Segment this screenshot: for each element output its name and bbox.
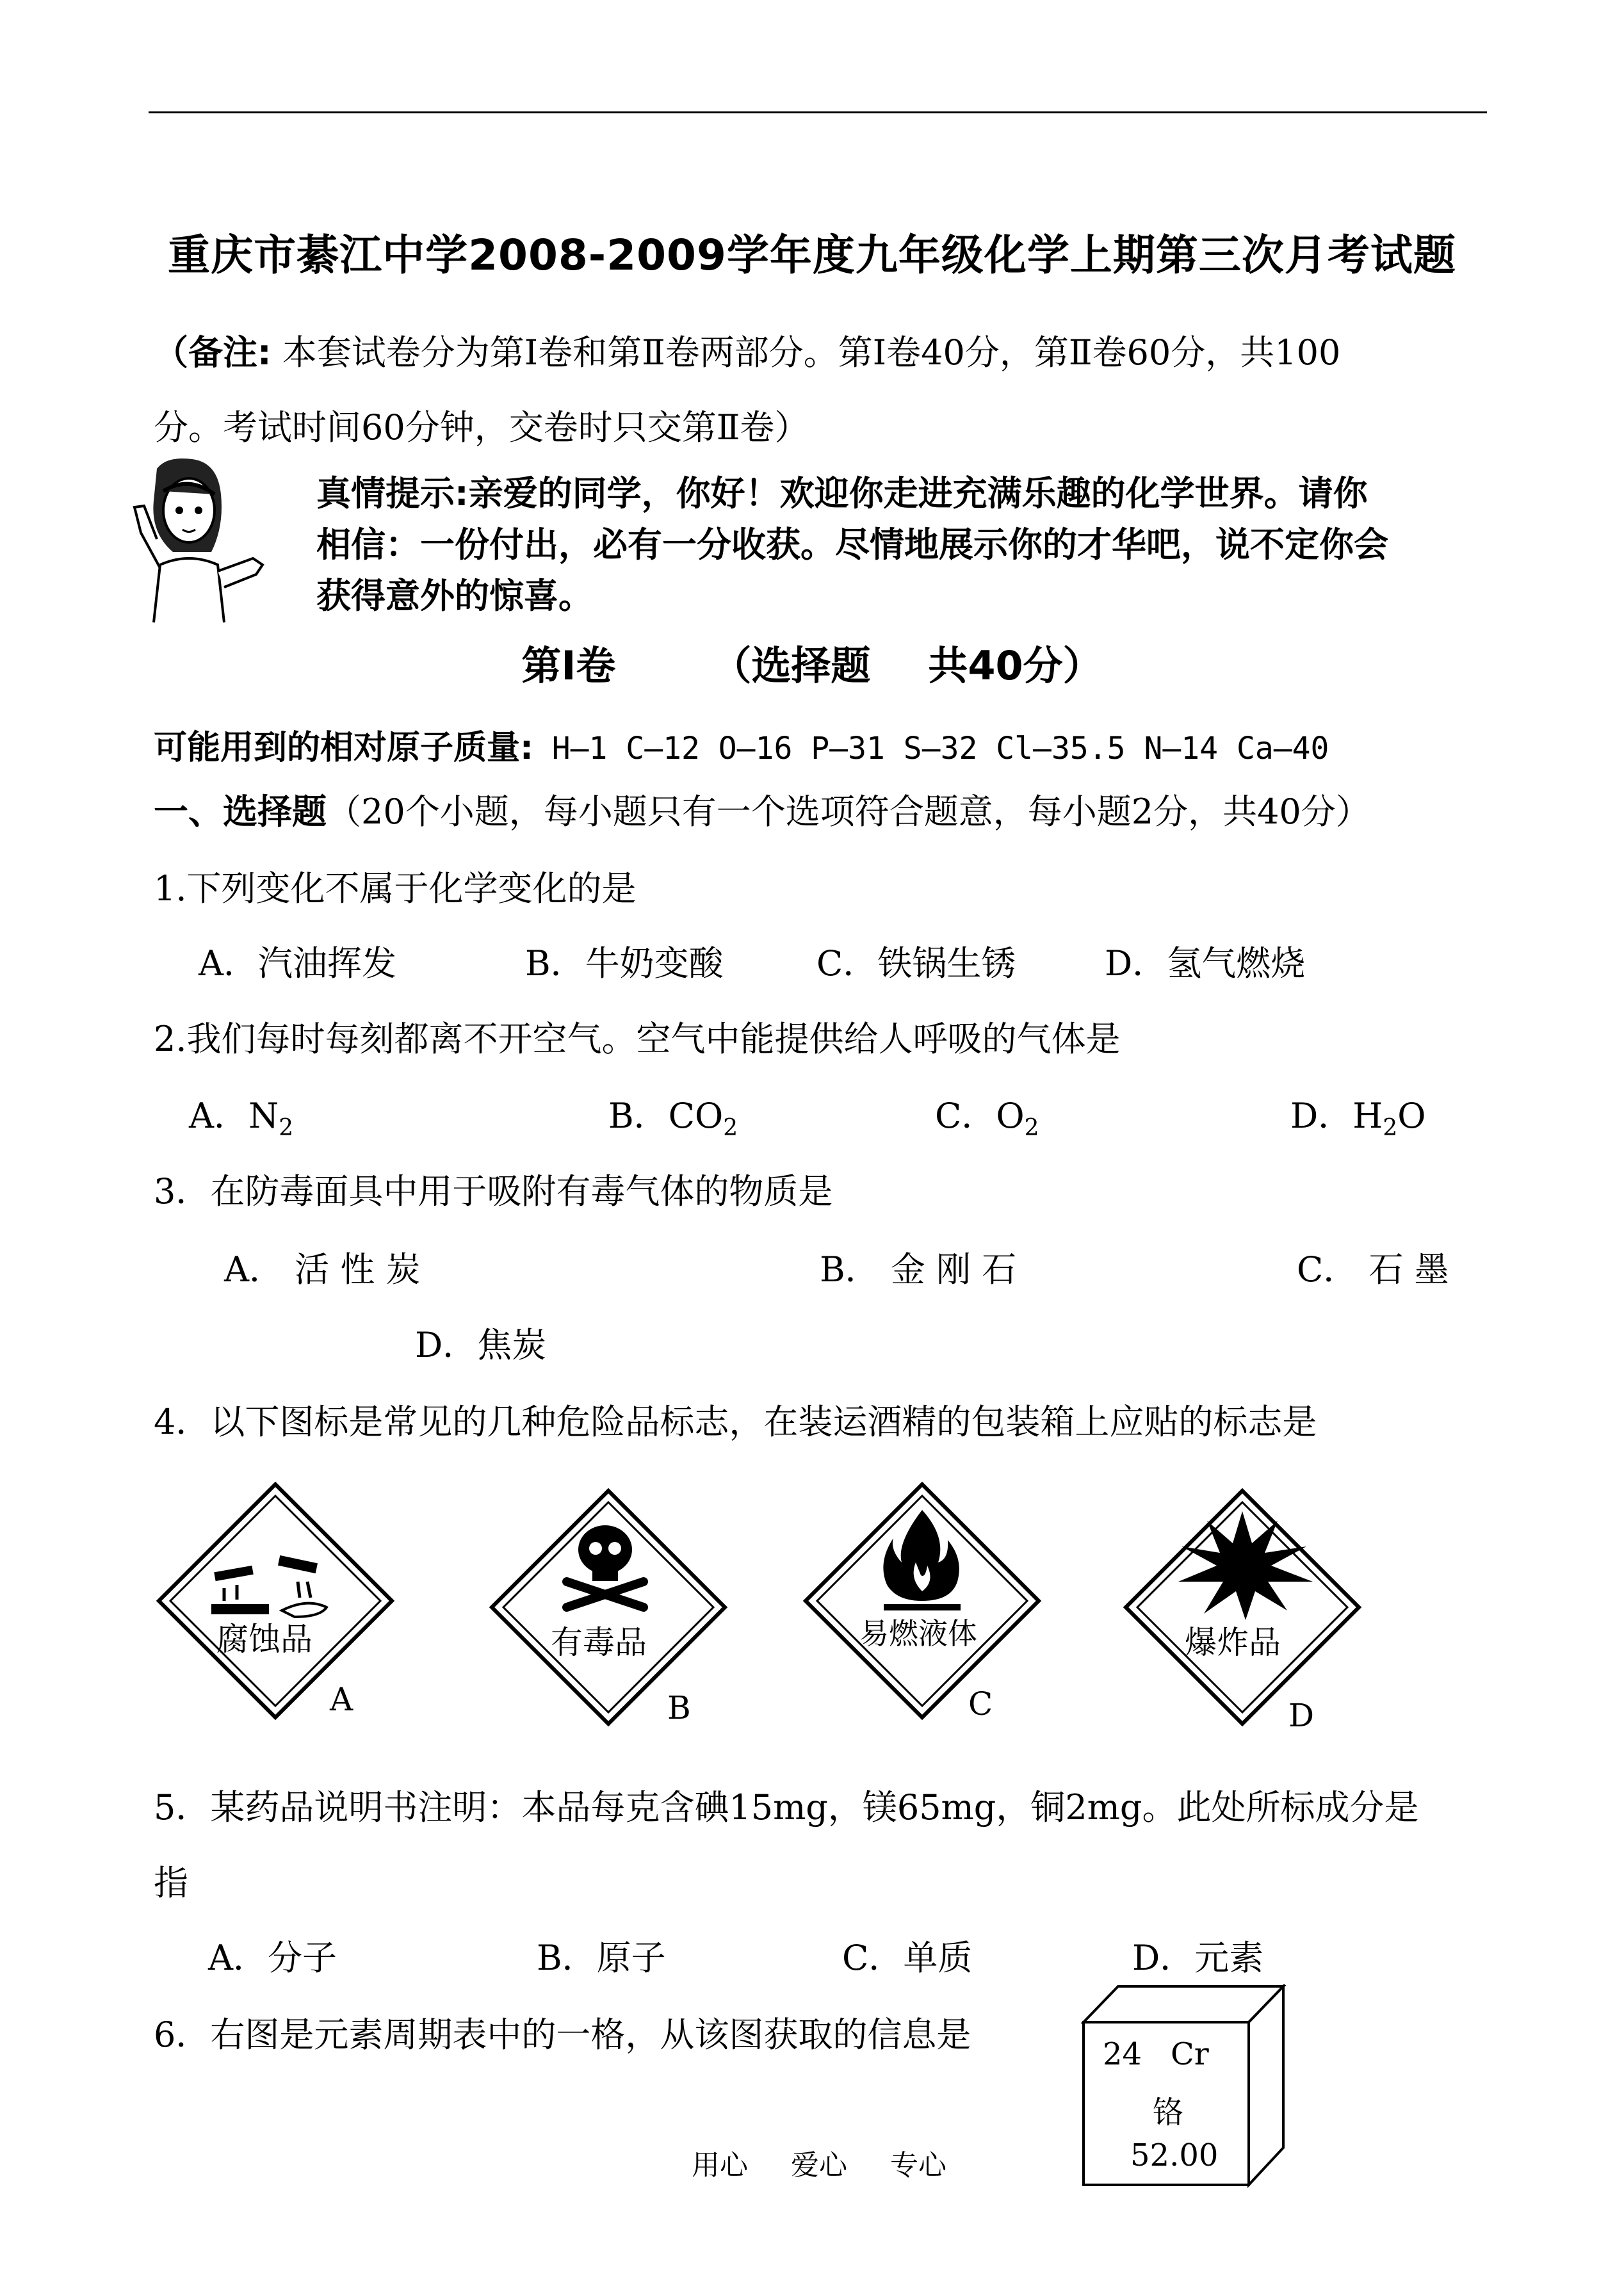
hazard-sign-c (800, 1479, 1044, 1723)
sign-c-letter: C (968, 1685, 993, 1723)
element-atomic-mass: 52.00 (1130, 2137, 1219, 2173)
hazard-sign-a (154, 1479, 397, 1723)
teacher-avatar (128, 456, 275, 629)
skull-crossbones-icon (487, 1486, 730, 1729)
volume-part-3: 共40分） (928, 642, 1103, 689)
explosion-icon (1121, 1486, 1364, 1729)
sign-b-letter: B (667, 1689, 691, 1726)
note-line-2: 分。考试时间60分钟，交卷时只交第Ⅱ卷） (154, 407, 809, 448)
sign-c-label: 易燃液体 (859, 1616, 977, 1651)
atomic-mass-line (154, 720, 1329, 768)
q5-stem-line-1: 5．某药品说明书注明：本品每克含碘15mg，镁65mg，铜2mg。此处所标成分是 (154, 1787, 1419, 1828)
q3-stem: 3．在防毒面具中用于吸附有毒气体的物质是 (154, 1171, 833, 1212)
element-symbol: Cr (1171, 2036, 1209, 2072)
q2-option-b: B．$CO_2$ (608, 1096, 738, 1141)
section-1-label: 一、选择题 (154, 791, 327, 832)
corrosive-icon (154, 1479, 397, 1723)
footer-text-2: 爱心 (791, 2149, 847, 2182)
q3-option-c: C． 石 墨 (1297, 1249, 1449, 1290)
flame-icon (800, 1479, 1044, 1723)
q1-option-b: B．牛奶变酸 (525, 943, 724, 984)
footer-text-3: 专心 (890, 2149, 946, 2182)
volume-heading (0, 634, 1624, 691)
element-atomic-number: 24 (1103, 2036, 1142, 2072)
sign-a-label: 腐蚀品 (216, 1621, 313, 1658)
atomic-mass-label: 可能用到的相对原子质量: (154, 729, 533, 767)
note-text-1: 本套试卷分为第Ⅰ卷和第Ⅱ卷两部分。第Ⅰ卷40分，第Ⅱ卷60分，共100 (271, 332, 1341, 373)
sign-d-letter: D (1288, 1697, 1315, 1734)
footer-text-1: 用心 (692, 2149, 748, 2182)
section-1-heading (154, 784, 1370, 834)
q1-stem: 1.下列变化不属于化学变化的是 (154, 868, 637, 909)
hazard-sign-b (487, 1486, 730, 1729)
note-line-1 (154, 325, 1340, 375)
q3-option-a: A． 活 性 炭 (224, 1249, 421, 1290)
q3-option-b: B． 金 刚 石 (820, 1249, 1017, 1290)
section-1-desc: （20个小题，每小题只有一个选项符合题意，每小题2分，共40分） (327, 791, 1370, 832)
q5-stem-line-2: 指 (154, 1863, 188, 1903)
q4-stem: 4．以下图标是常见的几种危险品标志，在装运酒精的包装箱上应贴的标志是 (154, 1402, 1317, 1442)
page-title: 重庆市綦江中学2008-2009学年度九年级化学上期第三次月考试题 (168, 231, 1456, 280)
volume-part-1: 第Ⅰ卷 (521, 642, 616, 689)
q2-option-a: A．$N_2$ (189, 1096, 294, 1141)
q1-option-d: D．氢气燃烧 (1105, 943, 1306, 984)
q5-option-d: D．元素 (1132, 1938, 1264, 1978)
sign-d-label: 爆炸品 (1185, 1624, 1281, 1661)
tip-line-3: 获得意外的惊喜。 (316, 576, 593, 616)
element-name: 铬 (1153, 2095, 1184, 2130)
q1-option-c: C．铁锅生锈 (816, 943, 1016, 984)
tip-line-2: 相信：一份付出，必有一分收获。尽情地展示你的才华吧，说不定你会 (316, 524, 1388, 565)
sign-b-label: 有毒品 (551, 1624, 647, 1661)
note-label: （备注: (154, 332, 272, 373)
q3-option-d: D．焦炭 (415, 1325, 547, 1365)
q2-option-c: C．$O_2$ (935, 1096, 1039, 1141)
q5-option-c: C．单质 (842, 1938, 973, 1978)
q1-option-a: A．汽油挥发 (199, 943, 396, 984)
atomic-mass-values: H—1 C—12 O—16 P—31 S—32 Cl—35.5 N—14 Ca—40 (533, 731, 1329, 766)
q5-option-b: B．原子 (537, 1938, 666, 1978)
top-rule (149, 111, 1487, 113)
volume-part-2: （选择题 (711, 642, 871, 689)
q2-stem: 2.我们每时每刻都离不开空气。空气中能提供给人呼吸的气体是 (154, 1019, 1121, 1059)
q2-option-d: D．$H_2O$ (1290, 1096, 1426, 1141)
hazard-sign-d (1121, 1486, 1364, 1734)
sign-a-letter: A (330, 1681, 353, 1718)
tip-line-1: 真情提示:亲爱的同学，你好！欢迎你走进充满乐趣的化学世界。请你 (316, 473, 1368, 514)
q6-stem: 6．右图是元素周期表中的一格，从该图获取的信息是 (154, 2015, 971, 2055)
q5-option-a: A．分子 (208, 1938, 337, 1978)
